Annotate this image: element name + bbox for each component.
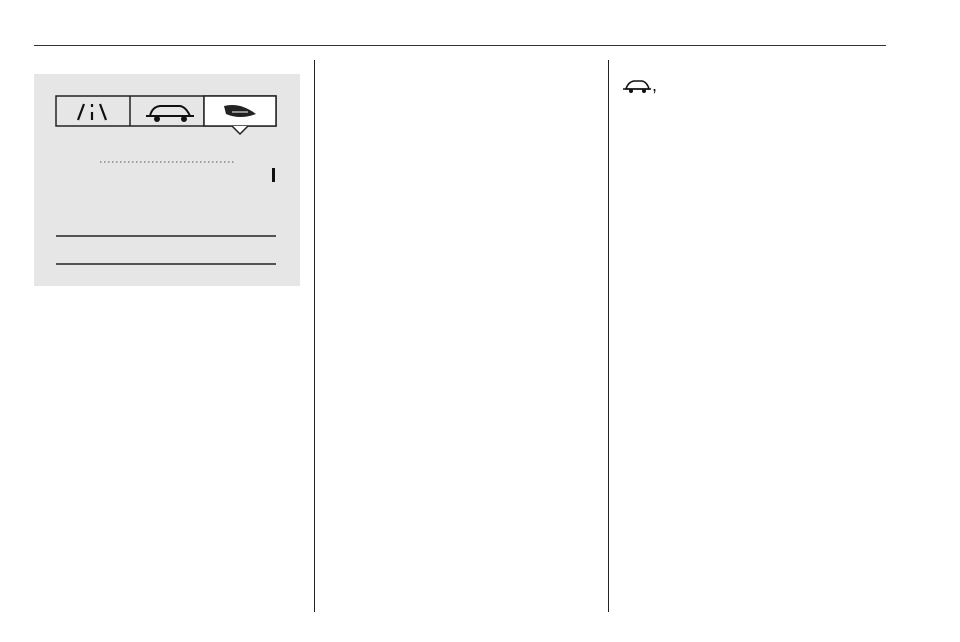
column-2	[328, 60, 594, 74]
economy-trend-display	[34, 74, 300, 286]
menu-vehicle-info-heading: ,	[622, 74, 888, 96]
page-header	[34, 10, 886, 46]
column-3	[622, 60, 888, 110]
road-info-icon	[78, 104, 106, 120]
column-divider	[608, 60, 609, 612]
car-icon	[622, 79, 652, 93]
column-1	[34, 60, 300, 304]
column-divider	[314, 60, 315, 612]
car-icon	[146, 106, 194, 122]
